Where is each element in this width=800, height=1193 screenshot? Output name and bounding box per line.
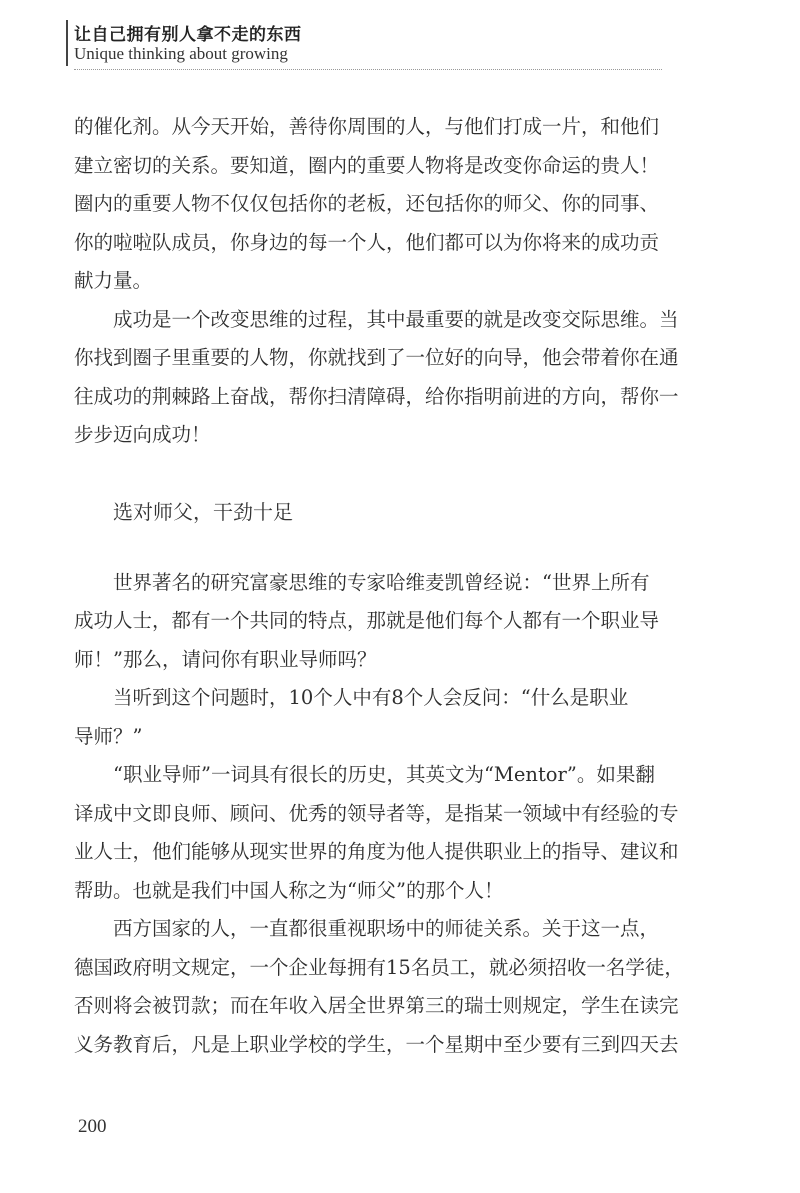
text-line: 往成功的荆棘路上奋战，帮你扫清障碍，给你指明前进的方向，帮你一 <box>74 384 679 408</box>
running-header <box>66 14 666 72</box>
heading-spacer <box>74 531 668 564</box>
text-line: 西方国家的人，一直都很重视职场中的师徒关系。关于这一点， <box>113 917 660 940</box>
header-dotted-divider <box>74 69 662 70</box>
text-line: 成功人士，都有一个共同的特点，那就是他们每个人都有一个职业导 <box>74 609 660 632</box>
text-line: 步步迈向成功！ <box>74 423 211 446</box>
text-line: 献力量。 <box>74 269 153 292</box>
text-line: 世界著名的研究富豪思维的专家哈维麦凯曾经说：“世界上所有 <box>113 570 650 594</box>
body-paragraphs-top <box>74 108 679 455</box>
page-number: 200 <box>78 1116 107 1137</box>
text-line: 你的啦啦队成员，你身边的每一个人，他们都可以为你将来的成功贡 <box>74 230 660 254</box>
heading-spacer <box>74 455 668 493</box>
header-vertical-rule <box>66 20 68 66</box>
book-title: 让自己拥有别人拿不走的东西 <box>74 25 302 45</box>
text-line: 当听到这个问题时，10个人中有8个人会反问：“什么是职业 <box>113 686 629 709</box>
text-line: 成功是一个改变思维的过程，其中最重要的就是改变交际思维。当 <box>113 307 679 331</box>
book-subtitle: Unique thinking about growing <box>74 44 288 63</box>
text-line: 建立密切的关系。要知道，圈内的重要人物将是改变你命运的贵人！ <box>74 153 660 177</box>
text-line: 师！”那么，请问你有职业导师吗？ <box>74 647 377 671</box>
text-line: 的催化剂。从今天开始，善待你周围的人，与他们打成一片，和他们 <box>74 115 660 138</box>
text-line: 圈内的重要人物不仅仅包括你的老板，还包括你的师父、你的同事、 <box>74 192 660 215</box>
section-heading: 选对师父，干劲十足 <box>113 499 293 524</box>
page-body <box>74 108 684 1064</box>
text-line: 否则将会被罚款；而在年收入居全世界第三的瑞士则规定，学生在读完 <box>74 994 679 1017</box>
text-line: “职业导师”一词具有很长的历史，其英文为“Mentor”。如果翻 <box>113 763 655 786</box>
text-line: 业人士，他们能够从现实世界的角度为他人提供职业上的指导、建议和 <box>74 840 679 863</box>
text-line: 义务教育后，凡是上职业学校的学生，一个星期中至少要有三到四天去 <box>74 1032 679 1056</box>
body-paragraphs-bottom <box>74 564 684 1065</box>
text-line: 你找到圈子里重要的人物，你就找到了一位好的向导，他会带着你在通 <box>74 346 679 369</box>
text-line: 帮助。也就是我们中国人称之为“师父”的那个人！ <box>74 878 504 902</box>
text-line: 德国政府明文规定，一个企业每拥有15名员工，就必须招收一名学徒， <box>74 955 684 979</box>
text-line: 译成中文即良师、顾问、优秀的领导者等，是指某一领域中有经验的专 <box>74 801 679 825</box>
text-line: 导师？” <box>74 724 143 748</box>
